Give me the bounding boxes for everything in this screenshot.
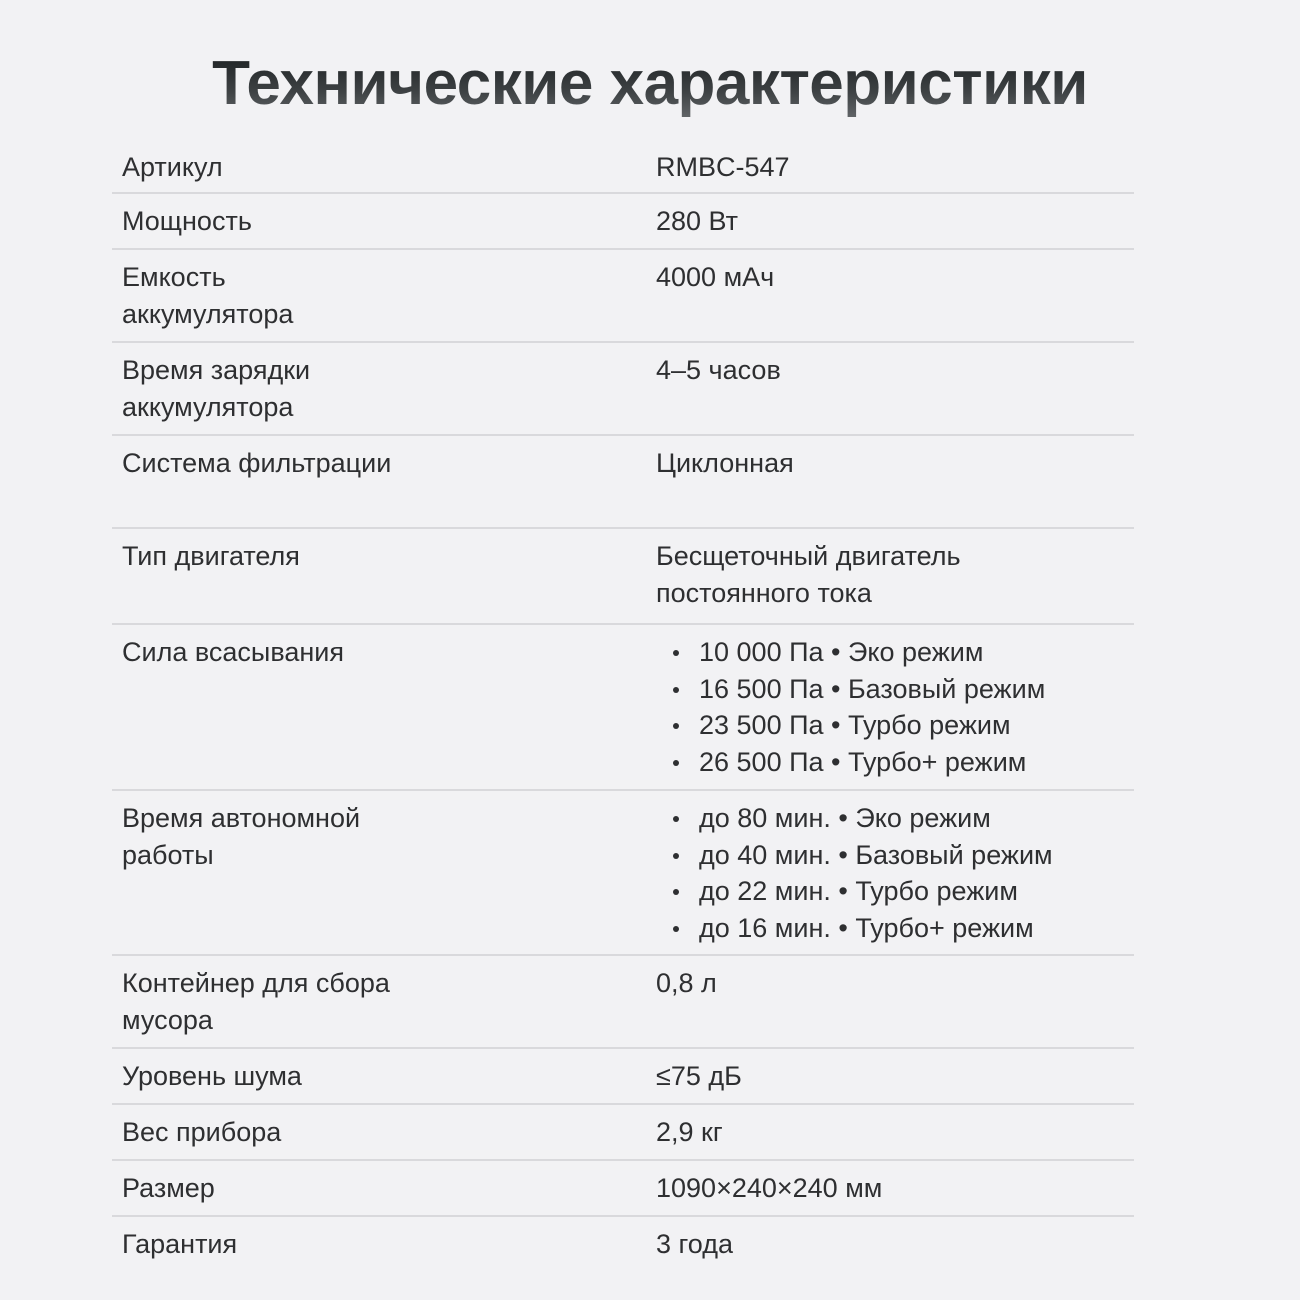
spec-label-line: Тип двигателя	[122, 541, 300, 571]
spec-row	[112, 140, 1134, 194]
spec-row	[112, 1161, 1134, 1217]
spec-value-list-item: до 16 мин. • Турбо+ режим	[672, 910, 1134, 947]
spec-label	[112, 529, 656, 623]
spec-value-line: 2,9 кг	[656, 1117, 723, 1147]
spec-value	[656, 250, 1134, 341]
spec-value	[656, 1161, 1134, 1215]
spec-label-line: Вес прибора	[122, 1117, 282, 1147]
spec-value	[656, 436, 1134, 527]
spec-label	[112, 1161, 656, 1215]
spec-value	[656, 1049, 1134, 1103]
spec-value-list-item: 16 500 Па • Базовый режим	[672, 671, 1134, 708]
spec-label	[112, 791, 656, 954]
spec-value	[656, 343, 1134, 434]
spec-value-line: Бесщеточный двигатель	[656, 541, 961, 571]
spec-value	[656, 529, 1134, 623]
spec-row	[112, 625, 1134, 791]
spec-row	[112, 343, 1134, 436]
spec-label-line: Время автономной	[122, 803, 361, 833]
spec-label	[112, 250, 656, 341]
spec-label-line: Уровень шума	[122, 1061, 302, 1091]
spec-row	[112, 956, 1134, 1049]
spec-label	[112, 1049, 656, 1103]
spec-row	[112, 1049, 1134, 1105]
spec-value	[656, 625, 1134, 789]
spec-label-line: работы	[122, 840, 214, 870]
spec-label	[112, 625, 656, 789]
spec-value-line: 0,8 л	[656, 968, 717, 998]
spec-label	[112, 1217, 656, 1273]
spec-row	[112, 791, 1134, 956]
spec-label-line: Сила всасывания	[122, 637, 344, 667]
spec-value-list-item: 23 500 Па • Турбо режим	[672, 707, 1134, 744]
spec-label-line: Гарантия	[122, 1229, 238, 1259]
spec-label	[112, 436, 656, 527]
spec-value-line: RMBC-547	[656, 152, 790, 182]
spec-label-line: Система фильтрации	[122, 448, 392, 478]
specs-table	[112, 140, 1134, 1273]
spec-value-list-item: 10 000 Па • Эко режим	[672, 634, 1134, 671]
spec-row	[112, 529, 1134, 625]
spec-value-line: 3 года	[656, 1229, 733, 1259]
spec-row	[112, 1217, 1134, 1273]
spec-value	[656, 140, 1134, 192]
spec-value-list-item: до 80 мин. • Эко режим	[672, 800, 1134, 837]
spec-label	[112, 194, 656, 248]
spec-value-line: постоянного тока	[656, 578, 872, 608]
spec-value	[656, 956, 1134, 1047]
spec-value-list-item: 26 500 Па • Турбо+ режим	[672, 744, 1134, 781]
spec-value	[656, 1105, 1134, 1159]
spec-label-line: Мощность	[122, 206, 252, 236]
spec-row	[112, 250, 1134, 343]
spec-label	[112, 140, 656, 192]
spec-value-line: 280 Вт	[656, 206, 739, 236]
spec-value-list-item: до 22 мин. • Турбо режим	[672, 873, 1134, 910]
spec-label	[112, 1105, 656, 1159]
spec-label-line: аккумулятора	[122, 299, 294, 329]
spec-value-list	[656, 800, 1134, 946]
spec-label-line: аккумулятора	[122, 392, 294, 422]
spec-row	[112, 1105, 1134, 1161]
spec-value-line: Циклонная	[656, 448, 794, 478]
spec-value-list-item: до 40 мин. • Базовый режим	[672, 837, 1134, 874]
spec-row	[112, 194, 1134, 250]
spec-label	[112, 956, 656, 1047]
spec-value	[656, 194, 1134, 248]
spec-label-line: Размер	[122, 1173, 215, 1203]
spec-value	[656, 1217, 1134, 1273]
spec-value-line: 1090×240×240 мм	[656, 1173, 883, 1203]
spec-label-line: Время зарядки	[122, 355, 311, 385]
page-title: Технические характеристики	[0, 44, 1300, 124]
spec-label-line: Емкость	[122, 262, 226, 292]
spec-value-list	[656, 634, 1134, 780]
spec-value-line: 4–5 часов	[656, 355, 781, 385]
spec-value-line: 4000 мАч	[656, 262, 775, 292]
spec-row	[112, 436, 1134, 529]
spec-value	[656, 791, 1134, 954]
spec-label-line: Контейнер для сбора	[122, 968, 390, 998]
spec-value-line: ≤75 дБ	[656, 1061, 742, 1091]
spec-label-line: Артикул	[122, 152, 223, 182]
spec-label-line: мусора	[122, 1005, 213, 1035]
spec-label	[112, 343, 656, 434]
